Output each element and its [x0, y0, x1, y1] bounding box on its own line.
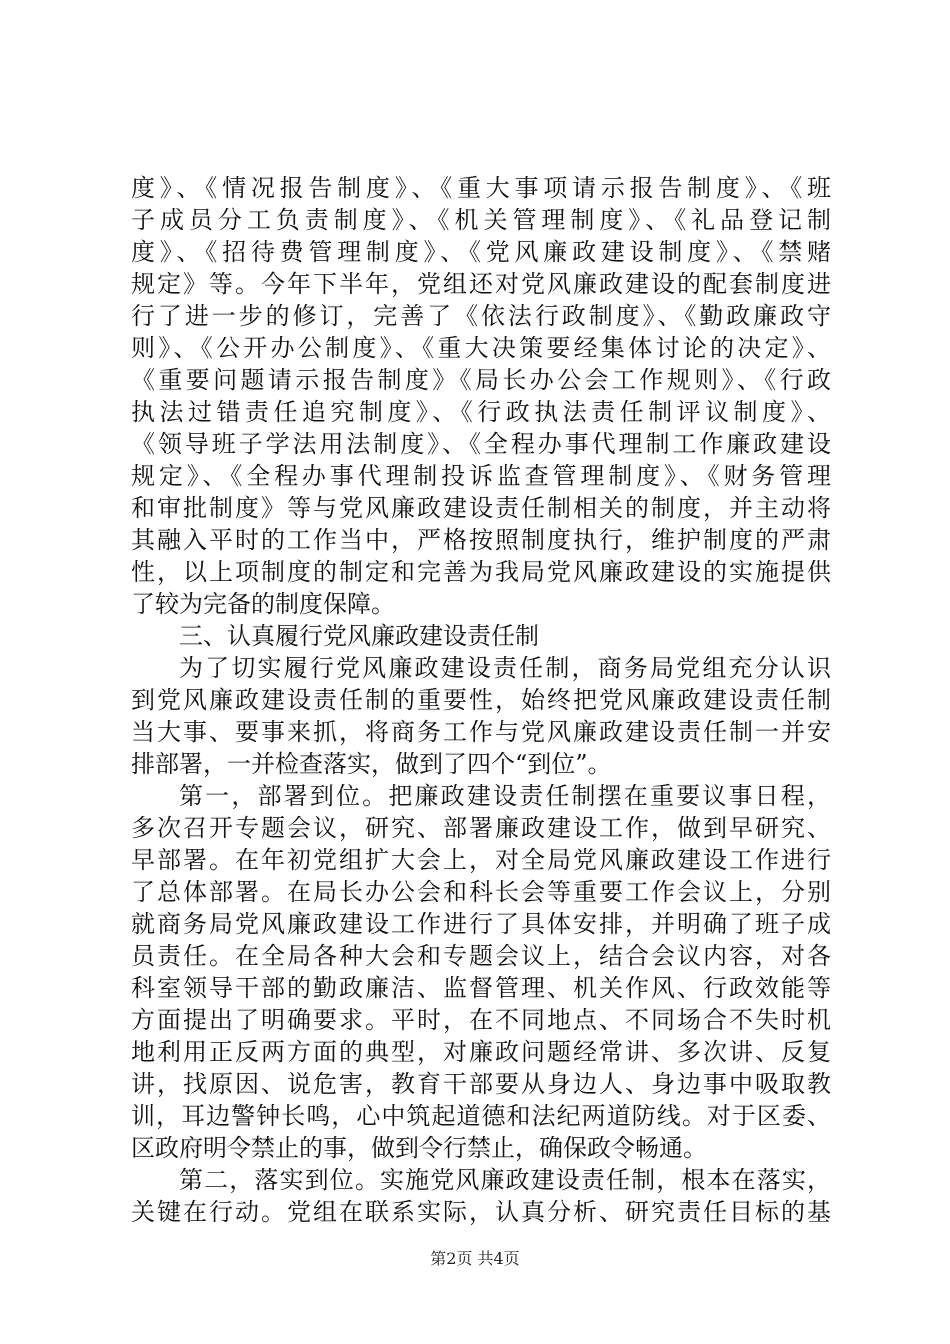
text-line: 为了切实履行党风廉政建设责任制，商务局党组充分认识 [179, 654, 831, 682]
text-line: 执法过错责任追究制度》、《行政执法责任制评议制度》、 [131, 398, 831, 426]
text-line: 员责任。在全局各种大会和专题会议上，结合会议内容，对各 [131, 942, 831, 970]
text-line: 到党风廉政建设责任制的重要性，始终把党风廉政建设责任制 [131, 686, 831, 714]
text-line: 了总体部署。在局长办公会和科长会等重要工作会议上，分别 [131, 878, 831, 906]
text-line: 科室领导干部的勤政廉洁、监督管理、机关作风、行政效能等 [131, 974, 831, 1002]
text-line: 方面提出了明确要求。平时，在不同地点、不同场合不失时机 [131, 1006, 831, 1034]
text-line: 了较为完备的制度保障。 [131, 590, 395, 618]
text-line: 第二，落实到位。实施党风廉政建设责任制，根本在落实， [179, 1166, 831, 1194]
text-line: 地利用正反两方面的典型，对廉政问题经常讲、多次讲、反复 [131, 1038, 831, 1066]
text-line: 规定》等。今年下半年，党组还对党风廉政建设的配套制度进 [131, 270, 831, 298]
text-line: 第一，部署到位。把廉政建设责任制摆在重要议事日程， [179, 782, 831, 810]
text-line: 《领导班子学法用法制度》、《全程办事代理制工作廉政建设 [131, 430, 831, 458]
section-heading: 三、认真履行党风廉政建设责任制 [179, 622, 539, 650]
text-line: 度》、《招待费管理制度》、《党风廉政建设制度》、《禁赌 [131, 238, 831, 266]
text-line: 则》、《公开办公制度》、《重大决策要经集体讨论的决定》、 [131, 334, 831, 362]
text-line: 《重要问题请示报告制度》《局长办公会工作规则》、《行政 [131, 366, 831, 394]
text-line: 区政府明令禁止的事，做到令行禁止，确保政令畅通。 [131, 1134, 707, 1162]
text-line: 度》、《情况报告制度》、《重大事项请示报告制度》、《班 [131, 174, 831, 202]
text-line: 讲，找原因、说危害，教育干部要从身边人、身边事中吸取教 [131, 1070, 831, 1098]
text-line: 子成员分工负责制度》、《机关管理制度》、《礼品登记制 [131, 206, 831, 234]
text-line: 其融入平时的工作当中，严格按照制度执行，维护制度的严肃 [131, 526, 831, 554]
text-line: 关键在行动。党组在联系实际，认真分析、研究责任目标的基 [131, 1198, 831, 1226]
text-line: 多次召开专题会议，研究、部署廉政建设工作，做到早研究、 [131, 814, 831, 842]
text-line: 规定》、《全程办事代理制投诉监查管理制度》、《财务管理 [131, 462, 831, 490]
text-line: 行了进一步的修订，完善了《依法行政制度》、《勤政廉政守 [131, 302, 831, 330]
text-line: 早部署。在年初党组扩大会上，对全局党风廉政建设工作进行 [131, 846, 831, 874]
text-line: 和审批制度》等与党风廉政建设责任制相关的制度，并主动将 [131, 494, 831, 522]
text-line: 排部署，一并检查落实，做到了四个“到位”。 [131, 750, 612, 778]
text-line: 性，以上项制度的制定和完善为我局党风廉政建设的实施提供 [131, 558, 831, 586]
text-line: 当大事、要事来抓，将商务工作与党风廉政建设责任制一并安 [131, 718, 831, 746]
document-body [131, 172, 831, 1228]
text-line: 就商务局党风廉政建设工作进行了具体安排，并明确了班子成 [131, 910, 831, 938]
text-line: 训，耳边警钟长鸣，心中筑起道德和法纪两道防线。对于区委、 [131, 1102, 831, 1130]
page-number: 第2页 共4页 [430, 1249, 520, 1268]
